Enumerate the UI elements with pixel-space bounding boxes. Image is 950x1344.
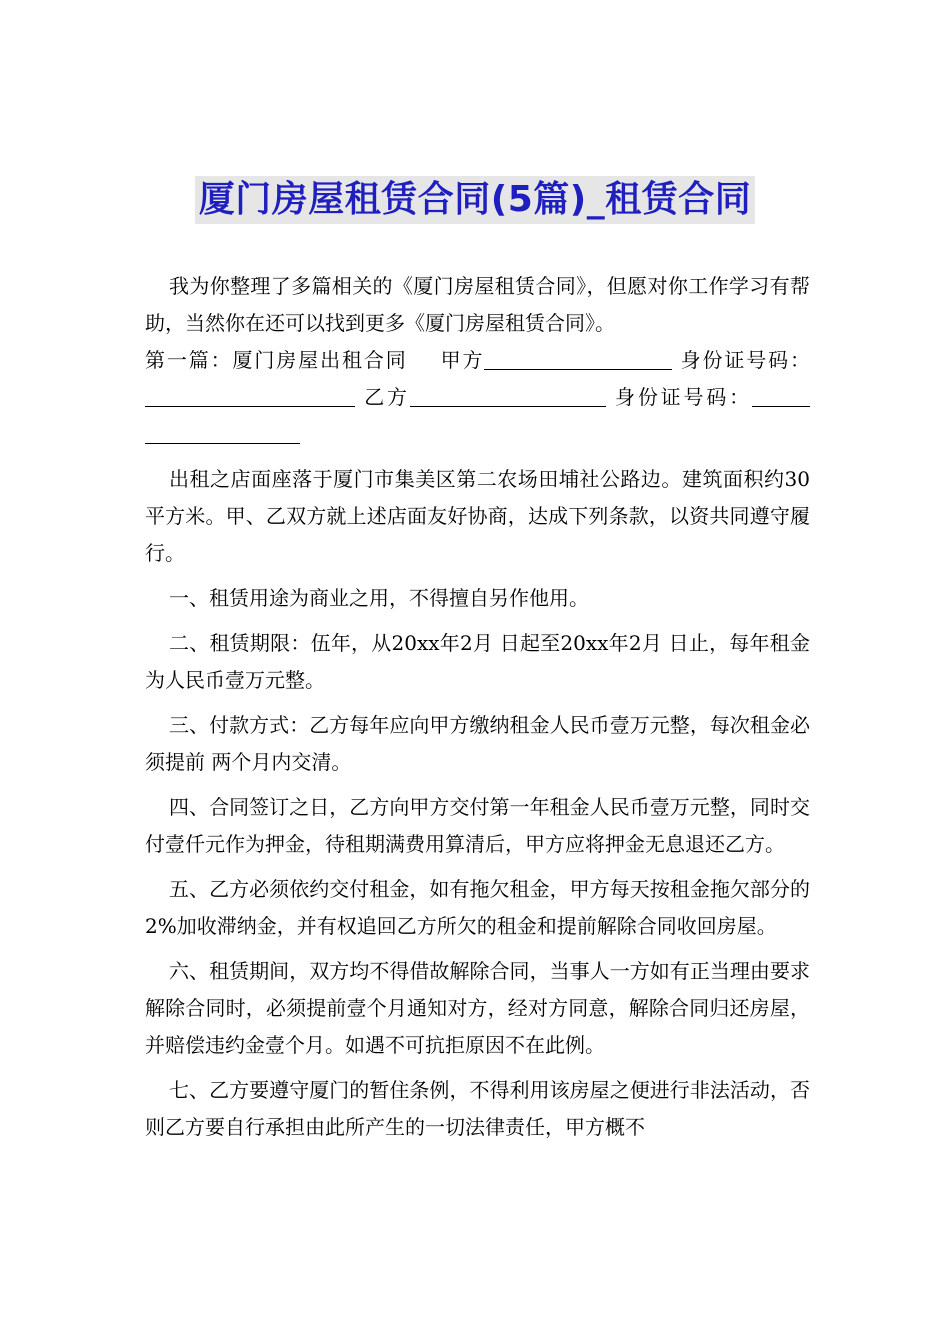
party-b-id-blank[interactable] (752, 384, 810, 407)
clause-paragraph: 四、合同签订之日，乙方向甲方交付第一年租金人民币壹万元整，同时交付壹仟元作为押金，待租期满费用算清后，甲方应将押金无息退还乙方。 (145, 795, 810, 856)
party-b-blank[interactable] (410, 384, 606, 407)
party-info-line (145, 342, 810, 453)
clause-paragraph: 二、租赁期限：伍年，从20xx年2月 日起至20xx年2月 日止，每年租金为人民币壹万元整。 (145, 631, 810, 692)
clause-paragraph: 七、乙方要遵守厦门的暂住条例，不得利用该房屋之便进行非法活动，否则乙方要自行承担由此所产生的一切法律责任，甲方概不 (145, 1078, 810, 1139)
chapter-heading: 第一篇：厦门房屋出租合同 (145, 348, 408, 372)
intro-paragraph: 我为你整理了多篇相关的《厦门房屋租赁合同》，但愿对你工作学习有帮助，当然你在还可以找到更多《厦门房屋租赁合同》。 (145, 274, 810, 335)
party-a-label: 甲方 (440, 348, 485, 372)
party-a-id-blank[interactable] (145, 384, 355, 407)
clause-paragraph: 出租之店面座落于厦门市集美区第二农场田埔社公路边。建筑面积约30平方米。甲、乙双方就上述店面友好协商，达成下列条款，以资共同遵守履行。 (145, 467, 810, 565)
clause-paragraph: 五、乙方必须依约交付租金，如有拖欠租金，甲方每天按租金拖欠部分的2%加收滞纳金，并有权追回乙方所欠的租金和提前解除合同收回房屋。 (145, 877, 810, 938)
party-a-blank[interactable] (484, 347, 672, 370)
clause-paragraph: 三、付款方式：乙方每年应向甲方缴纳租金人民币壹万元整，每次租金必须提前 两个月内交清。 (145, 713, 810, 774)
clause-paragraph: 六、租赁期间，双方均不得借故解除合同，当事人一方如有正当理由要求解除合同时，必须提前壹个月通知对方，经对方同意，解除合同归还房屋，并赔偿违约金壹个月。如遇不可抗拒原因不在此例。 (145, 959, 810, 1057)
party-a-id-label: 身份证号码： (680, 348, 811, 372)
title-container (0, 176, 950, 224)
party-b-id-label: 身份证号码： (615, 385, 752, 409)
party-b-label: 乙方 (364, 385, 410, 409)
document-title: 厦门房屋租赁合同(5篇)_租赁合同 (195, 176, 755, 224)
clause-paragraph: 一、租赁用途为商业之用，不得擅自另作他用。 (169, 586, 589, 610)
document-body (145, 268, 810, 1146)
party-b-id-blank-continued[interactable] (145, 421, 300, 444)
